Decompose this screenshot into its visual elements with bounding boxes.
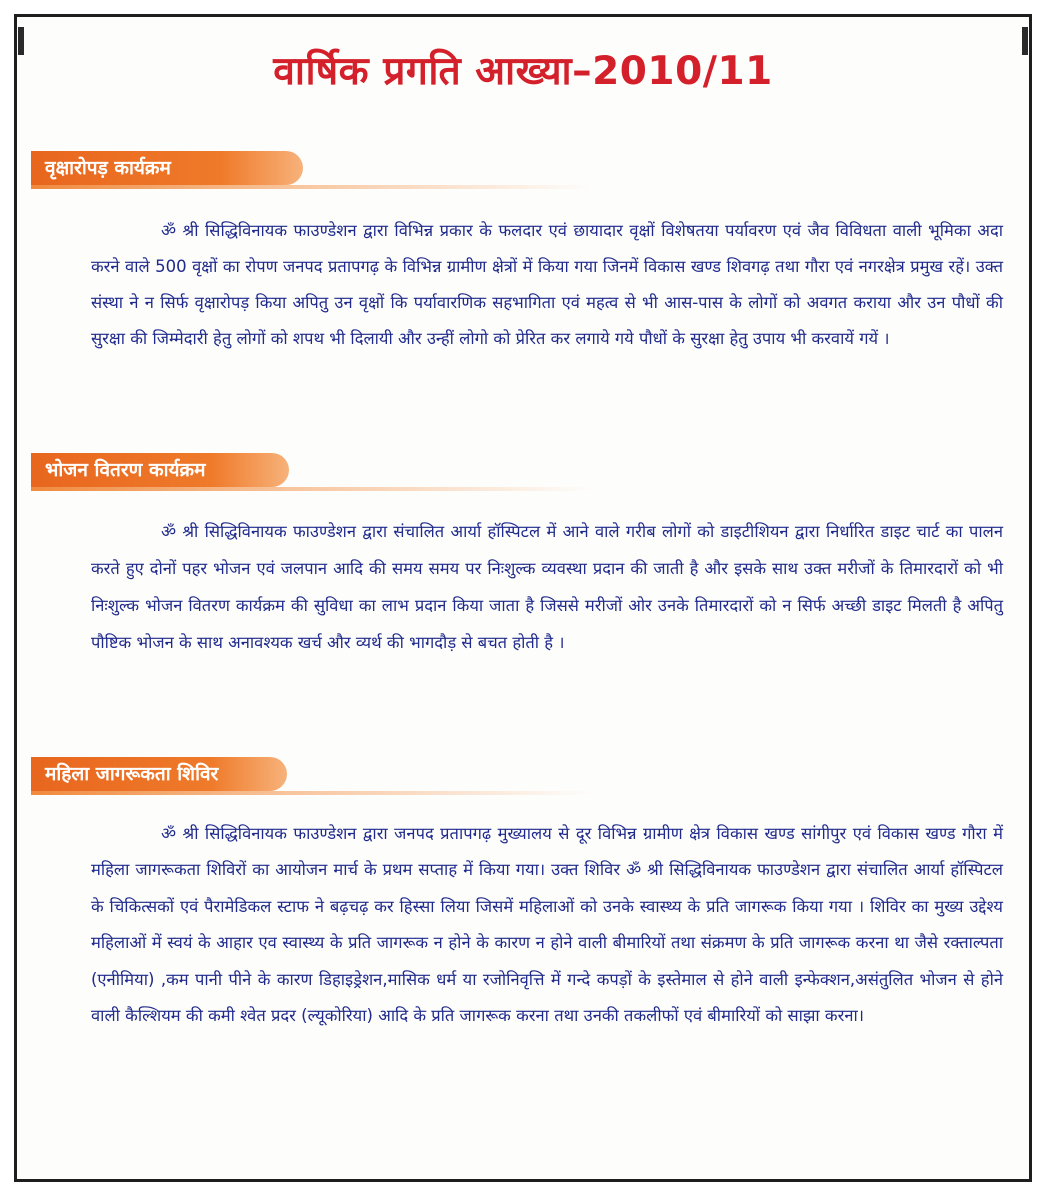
section-body-women-awareness: ॐ श्री सिद्धिविनायक फाउण्डेशन द्वारा जनपद प्रतापगढ़ मुख्यालय से दूर विभिन्न ग्रामीण क्षेत्र विकास खण्ड सांगीपुर एवं विकास खण्ड गौरा में महिला जागरूकता शिविरों का आयोजन मार्च के प्रथम सप्ताह में किया गया। उक्त शिविर ॐ श्री सिद्धिविनायक फाउण्डेशन द्वारा संचालित आर्या हॉस्पिटल के चिकित्सकों एवं पैरामेडिकल स्टाफ ने बढ़चढ़ कर हिस्सा लिया जिसमें महिलाओं को उनके स्वास्थ्य के प्रति जागरूक किया गया । शिविर का मुख्य उद्देश्य महिलाओं में स्वयं के आहार एव स्वास्थ्य के प्रति जागरूक न होने के कारण न होने वाली बीमारियों तथा संक्रमण के प्रति जागरूक करना था जैसे रक्ताल्पता (एनीमिया) ,कम पानी पीने के कारण डिहाइड्रेशन,मासिक धर्म या रजोनिवृत्ति में गन्दे कपड़ों के इस्तेमाल से होने वाली इन्फेक्शन,असंतुलित भोजन से होने वाली कैल्शियम की कमी श्वेत प्रदर (ल्यूकोरिया) आदि के प्रति जागरूक करना तथा उनकी तकलीफों एवं बीमारियों को साझा करना। <box>91 824 1003 1026</box>
section-body-plantation: ॐ श्री सिद्धिविनायक फाउण्डेशन द्वारा विभिन्न प्रकार के फलदार एवं छायादार वृक्षों विशेषतया पर्यावरण एवं जैव विविधता वाली भूमिका अदा करने वाले 500 वृक्षों का रोपण जनपद प्रतापगढ़ के विभिन्न ग्रामीण क्षेत्रों में किया गया जिनमें विकास खण्ड शिवगढ़ तथा गौरा एवं नगरक्षेत्र प्रमुख रहें। उक्त संस्था ने न सिर्फ वृक्षारोपड़ किया अपितु उन वृक्षों कि पर्यावारणिक सहभागिता एवं महत्व से भी आस-पास के लोगों को अवगत कराया और उन पौधों की सुरक्षा की जिम्मेदारी हेतु लोगों को शपथ भी दिलायी और उन्हीं लोगो को प्रेरित कर लगाये गये पौधों के सुरक्षा हेतु उपाय भी करवायें गयें । <box>91 221 1003 348</box>
section-heading-plantation: वृक्षारोपड़ कार्यक्रम <box>31 151 303 185</box>
section-divider <box>31 791 591 795</box>
page-title: वार्षिक प्रगति आख्या–2010/11 <box>273 49 773 94</box>
page-frame <box>14 14 1032 1182</box>
section-divider <box>31 487 591 491</box>
section-heading-women-awareness: महिला जागरूकता शिविर <box>31 757 287 791</box>
section-divider <box>31 185 591 189</box>
section-heading-food-distribution: भोजन वितरण कार्यक्रम <box>31 453 289 487</box>
section-body-food-distribution: ॐ श्री सिद्धिविनायक फाउण्डेशन द्वारा संचालित आर्या हॉस्पिटल में आने वाले गरीब लोगों को डाइटीशियन द्वारा निर्धारित डाइट चार्ट का पालन करते हुए दोनों पहर भोजन एवं जलपान आदि की समय समय पर निःशुल्क व्यवस्था प्रदान की जाती है और इसके साथ उक्त मरीजों के तिमारदारों को भी निःशुल्क भोजन वितरण कार्यक्रम की सुविधा का लाभ प्रदान किया जाता है जिससे मरीजों ओर उनके तिमारदारों को न सिर्फ अच्छी डाइट मिलती है अपितु पौष्टिक भोजन के साथ अनावश्यक खर्च और व्यर्थ की भागदौड़ से बचत होती है । <box>91 522 1003 652</box>
